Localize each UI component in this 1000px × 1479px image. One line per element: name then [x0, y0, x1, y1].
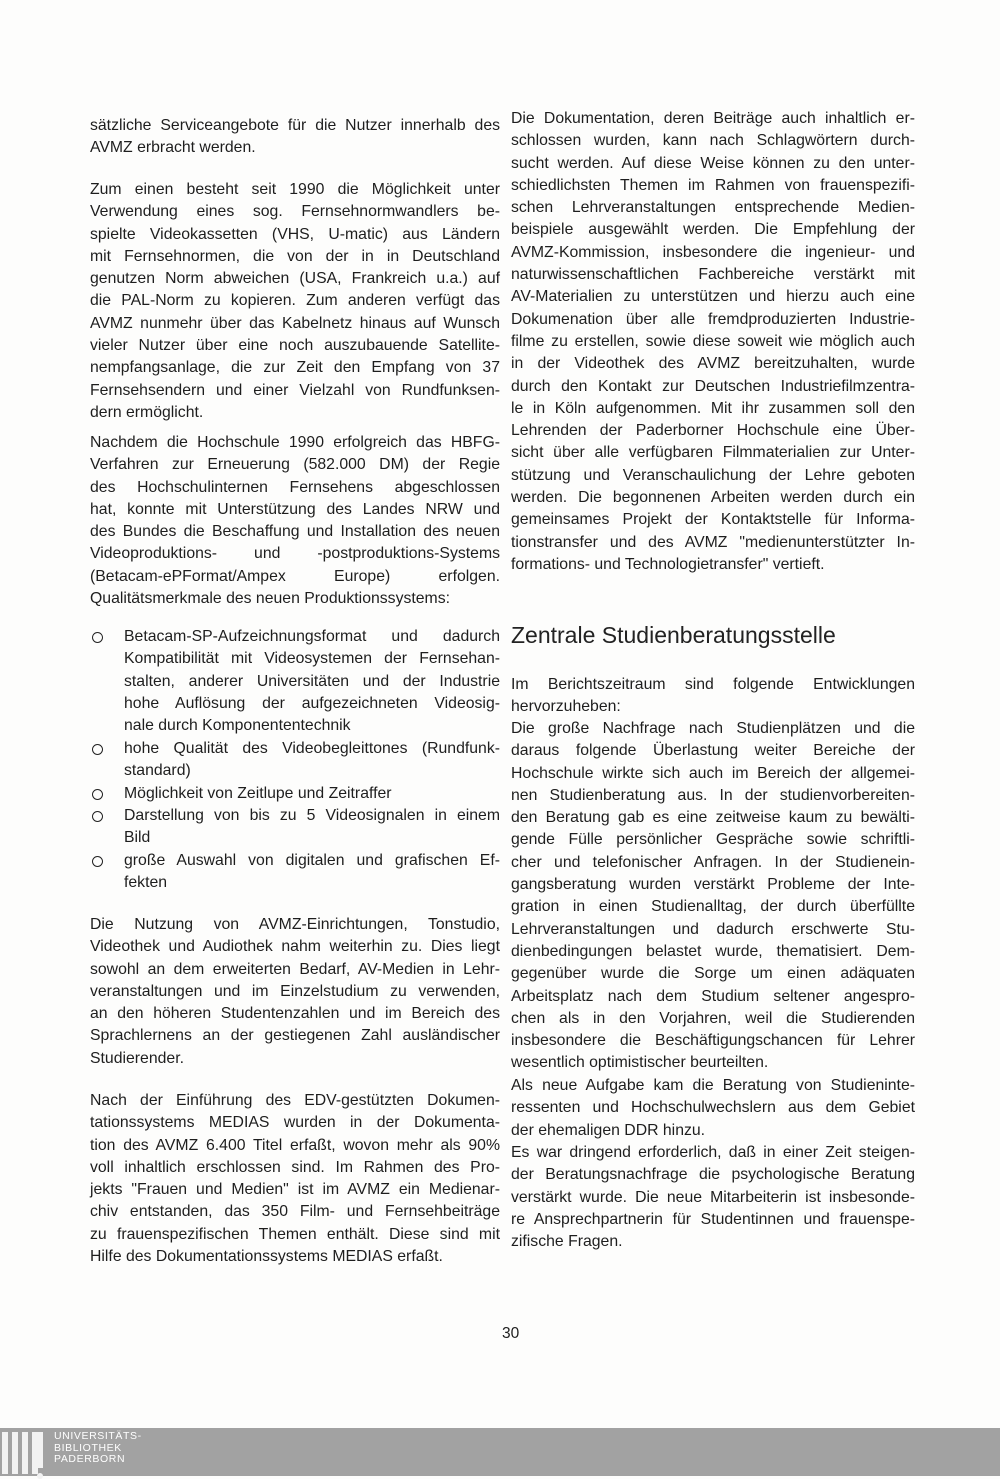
text-line: dienbedingungen belastet wurde, thematisiert. Dem-	[511, 942, 915, 960]
text-line: gegenüber wurde die Sorge um einen adäquaten	[511, 965, 915, 983]
text-line: veranstaltungen und im Einzelstudium zu verwenden,	[90, 982, 500, 1000]
logo-dot-icon	[37, 1473, 43, 1479]
circle-bullet-icon	[92, 632, 103, 643]
bullet-item	[124, 783, 500, 805]
text-line: Möglichkeit von Zeitlupe und Zeitraffer	[124, 785, 392, 802]
text-line: chen als in den Vorjahren, weil die Studierenden	[511, 1009, 915, 1027]
text-line: insbesondere die Beschäftigungschancen für Lehrer	[511, 1032, 915, 1050]
text-line: Videothek und Audiothek nahm weiterhin zu. Dies liegt	[90, 938, 500, 956]
paragraph	[90, 432, 500, 610]
text-line: in der Videothek des AVMZ bereitzuhalten, wurde	[511, 355, 915, 373]
paragraph	[90, 1090, 500, 1268]
text-line: Arbeitsplatz nach dem Studium seltener angespro-	[511, 987, 915, 1005]
text-line: Fernsehsendern und einer Vielzahl von Rundfunksen-	[90, 381, 500, 399]
text-line: Kompatibilität mit Videosystemen der Fernsehan-	[124, 650, 500, 668]
text-line: den Beratung gab es eine zeitweise kaum zu bewälti-	[511, 809, 915, 827]
text-line: sowohl an dem erweiterten Bedarf, AV-Medien in Lehr-	[90, 960, 500, 978]
paragraph	[511, 674, 915, 719]
text-line: Die Dokumentation, deren Beiträge auch inhaltlich er-	[511, 110, 915, 127]
text-line: Im Berichtszeitraum sind folgende Entwicklungen	[511, 676, 915, 693]
text-line: le in Köln aufgenommen. Mit ihr zusammen soll den	[511, 399, 915, 417]
text-line: sicht über alle verfügbaren Filmmaterialien zur Unter-	[511, 444, 915, 462]
text-line: dern ermöglicht.	[90, 403, 204, 421]
text-line: tationssystems MEDIAS wurden in der Dokumenta-	[90, 1114, 500, 1132]
text-line: genutzen Norm abweichen (USA, Frankreich u.a.) auf	[90, 270, 500, 288]
text-line: an den höheren Studentenzahlen und im Bereich des	[90, 1005, 500, 1023]
text-line: werden. Die begonnenen Arbeiten werden durch ein	[511, 489, 915, 507]
text-line: sucht werden. Auf diese Weise können zu den unter-	[511, 154, 915, 172]
text-line: Lehrenden der Paderborner Hochschule eine Über-	[511, 422, 915, 440]
text-line: daraus folgende Überlastung weiter Bereiche der	[511, 742, 915, 760]
logo-bar	[22, 1432, 28, 1474]
paragraph	[511, 108, 915, 576]
text-line: des Hochschulinternen Fernsehens abgeschlossen	[90, 478, 500, 496]
text-line: zifische Fragen.	[511, 1233, 623, 1251]
text-line: Videoproduktions- und -postproduktions-Systems	[90, 545, 500, 563]
logo-line: UNIVERSITÄTS-	[54, 1430, 142, 1442]
text-line: naturwissenschaftlichen Fachbereiche verstärkt mit	[511, 266, 915, 284]
text-line: Qualitätsmerkmale des neuen Produktionssystems:	[90, 590, 450, 608]
text-line: hat, konnte mit Unterstützung des Landes NRW und	[90, 500, 500, 518]
text-line: stützung und Veranschaulichung der Lehre geboten	[511, 466, 915, 484]
text-line: Es war dringend erforderlich, daß in einer Zeit steigen-	[511, 1144, 915, 1161]
text-line: AVMZ-Kommission, insbesondere die ingenieur- und	[511, 243, 915, 261]
text-line: Bild	[124, 829, 151, 847]
text-line: voll inhaltlich erschlossen sind. Im Rahmen des Pro-	[90, 1158, 500, 1176]
text-line: Verwendung eines sog. Fernsehnormwandlers be-	[90, 203, 500, 221]
text-line: schiedlichsten Themen im Rahmen von frauenspezifi-	[511, 176, 915, 194]
bullet-item	[124, 738, 500, 783]
text-line: cher und telefonischer Anfragen. In der Studienein-	[511, 853, 915, 871]
section-heading: Zentrale Studienberatungsstelle	[511, 622, 836, 648]
text-line: tion des AVMZ 6.400 Titel erfaßt, wovon mehr als 90%	[90, 1136, 500, 1154]
text-line: gration in einen Studienalltag, der durch überfüllte	[511, 898, 915, 916]
text-line: nen Studienberatung aus. In der studienvorbereiten-	[511, 786, 915, 804]
circle-bullet-icon	[92, 856, 103, 867]
text-line: gangsberatung wurden verstärkt Probleme der Inte-	[511, 876, 915, 894]
library-logo-text	[54, 1431, 142, 1466]
paragraph	[511, 1075, 915, 1142]
text-line: der ehemaligen DDR hinzu.	[511, 1121, 706, 1139]
text-line: Die Nutzung von AVMZ-Einrichtungen, Tonstudio,	[90, 916, 500, 933]
paragraph	[90, 115, 500, 160]
circle-bullet-icon	[92, 811, 103, 822]
text-line: fekten	[124, 874, 168, 892]
text-line: Betacam-SP-Aufzeichnungsformat und dadurch	[124, 628, 500, 645]
text-line: beispiele ausgewählt werden. Die Empfehlung der	[511, 221, 915, 239]
text-line: schlossen wurden, kann nach Schlagwörtern durch-	[511, 132, 915, 150]
text-line: mit Fernsehnormen, die von der in in Deutschland	[90, 247, 500, 265]
circle-bullet-icon	[92, 789, 103, 800]
text-line: Dokumenation über alle fremdproduzierten Industrie-	[511, 310, 915, 328]
text-line: spielte Videokassetten (VHS, U-matic) aus Ländern	[90, 225, 500, 243]
text-line: Die große Nachfrage nach Studienplätzen und die	[511, 720, 915, 737]
text-line: Verfahren zur Erneuerung (582.000 DM) der Regie	[90, 456, 500, 474]
text-line: filme zu erstellen, sowie diese soweit wie möglich auch	[511, 332, 915, 350]
logo-line: BIBLIOTHEK	[54, 1441, 122, 1454]
text-line: Nachdem die Hochschule 1990 erfolgreich das HBFG-	[90, 434, 500, 451]
text-line: hohe Qualität des Videobegleittones (Rundfunk-	[124, 740, 500, 757]
bullet-item	[124, 850, 500, 895]
text-line: wesentlich optimistischer beurteilten.	[511, 1054, 769, 1072]
text-line: Darstellung von bis zu 5 Videosignalen in einem	[124, 807, 500, 824]
text-line: AV-Materialien zu unterstützen und hierzu auch eine	[511, 288, 915, 306]
logo-bar	[38, 1432, 43, 1468]
text-line: formations- und Technologietransfer" vertieft.	[511, 555, 825, 573]
text-line: (Betacam-ePFormat/Ampex Europe) erfolgen.	[90, 567, 500, 585]
paragraph	[511, 718, 915, 1075]
text-line: durch den Kontakt zur Deutschen Industriefilmzentra-	[511, 377, 915, 395]
text-line: ressenten und Hochschulwechslern aus dem Gebiet	[511, 1099, 915, 1117]
text-line: Lehrveranstaltungen und dadurch erschwerte Stu-	[511, 920, 915, 938]
text-line: re Ansprechpartnerin für Studentinnen und frauenspe-	[511, 1210, 915, 1228]
text-line: stalten, anderer Universitäten und der Industrie	[124, 672, 500, 690]
text-line: Als neue Aufgabe kam die Beratung von Studieninte-	[511, 1077, 915, 1094]
text-line: hohe Auflösung der aufgezeichneten Videosig-	[124, 694, 500, 712]
text-line: nale durch Komponententechnik	[124, 717, 351, 735]
text-line: standard)	[124, 762, 191, 780]
circle-bullet-icon	[92, 744, 103, 755]
text-line: verstärkt wurde. Die neue Mitarbeiterin ist insbesonde-	[511, 1188, 915, 1206]
library-footer	[0, 1428, 1000, 1476]
text-line: Nach der Einführung des EDV-gestützten Dokumen-	[90, 1092, 500, 1109]
text-line: gemeinsames Projekt der Kontaktstelle für Informa-	[511, 511, 915, 529]
text-line: Zum einen besteht seit 1990 die Möglichkeit unter	[90, 181, 500, 198]
logo-bar	[12, 1432, 18, 1474]
text-line: jekts "Frauen und Medien" ist im AVMZ ein Medienar-	[90, 1181, 500, 1199]
text-line: Studierender.	[90, 1049, 184, 1067]
logo-line: PADERBORN	[54, 1453, 126, 1465]
text-line: tionstransfer und des AVMZ "medienunterstützter In-	[511, 533, 915, 551]
text-line: des Bundes die Beschaffung und Installation des neuen	[90, 523, 500, 541]
text-line: Hochschule wirkte sich auch im Bereich der allgemei-	[511, 764, 915, 782]
bullet-item	[124, 805, 500, 850]
paragraph	[90, 179, 500, 424]
text-line: AVMZ erbracht werden.	[90, 139, 256, 157]
text-line: hervorzuheben:	[511, 698, 621, 716]
text-line: gende Fülle persönlicher Gespräche sowie schriftli-	[511, 831, 915, 849]
paragraph	[90, 914, 500, 1070]
paragraph	[511, 1142, 915, 1253]
text-line: schen Lehrveranstaltungen entsprechende Medien-	[511, 199, 915, 217]
text-line: zu frauenspezifischen Themen enthält. Diese sind mit	[90, 1225, 500, 1243]
text-line: Hilfe des Dokumentationssystems MEDIAS erfaßt.	[90, 1248, 443, 1266]
text-line: nempfangsanlage, die zur Zeit den Empfang von 37	[90, 359, 500, 377]
page-number: 30	[502, 1325, 520, 1342]
text-line: die PAL-Norm zu kopieren. Zum anderen verfügt das	[90, 292, 500, 310]
bullet-item	[124, 626, 500, 737]
text-line: große Auswahl von digitalen und grafischen Ef-	[124, 852, 500, 869]
text-line: sätzliche Serviceangebote für die Nutzer innerhalb des	[90, 117, 500, 134]
text-line: chiv entstanden, das 350 Film- und Fernsehbeiträge	[90, 1203, 500, 1221]
text-line: der Beratungsnachfrage die psychologische Beratung	[511, 1166, 915, 1184]
text-line: Sprachlernens an der gestiegenen Zahl ausländischer	[90, 1027, 500, 1045]
logo-bar	[2, 1432, 8, 1474]
text-line: vieler Nutzer über eine noch auszubauende Satellite-	[90, 337, 500, 355]
text-line: AVMZ nunmehr über das Kabelnetz hinaus auf Wunsch	[90, 314, 500, 332]
